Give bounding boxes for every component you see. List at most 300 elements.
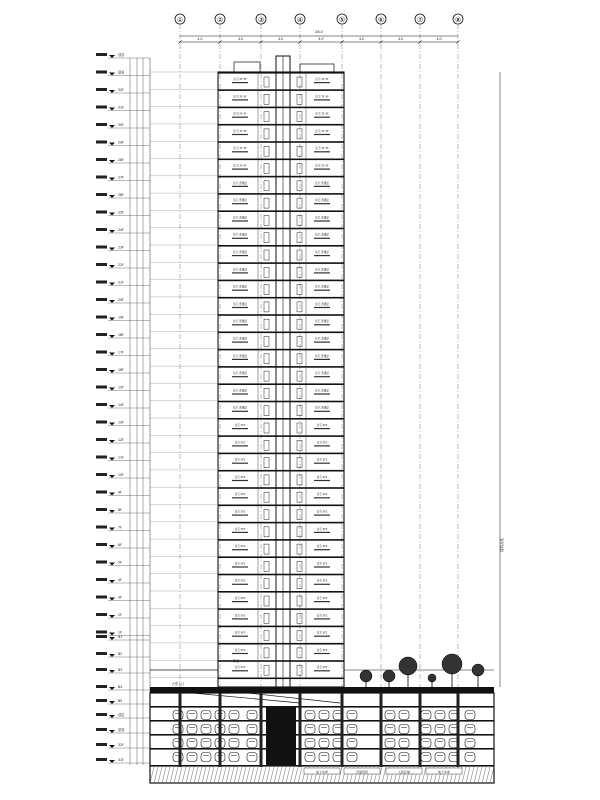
foundation-hatch xyxy=(166,767,170,783)
room-label-left: 住宅 普通层 xyxy=(233,337,247,341)
room-label-left: 住宅 2F-3F xyxy=(233,112,247,116)
level-triangle xyxy=(109,598,115,601)
room-tag-line xyxy=(232,445,248,446)
dimension-span-text: 4.0 xyxy=(318,37,324,41)
room-label-right: 住宅 普通层 xyxy=(315,302,329,306)
room-label-right: 住宅 SF2 xyxy=(316,510,328,514)
foundation-hatch xyxy=(262,767,266,783)
parking-car xyxy=(347,739,357,748)
level-triangle xyxy=(109,195,115,198)
level-label: B4 xyxy=(118,685,123,689)
tree-canopy xyxy=(472,664,484,676)
door-left xyxy=(264,510,269,520)
floor-slab xyxy=(218,193,344,195)
level-triangle xyxy=(109,745,115,748)
level-value-box xyxy=(96,351,107,354)
room-label-left: 住宅 SF2 xyxy=(234,424,246,427)
level-triangle xyxy=(109,730,115,733)
foundation-hatch xyxy=(278,767,282,783)
foundation-hatch xyxy=(154,767,158,783)
door-right xyxy=(297,510,302,520)
room-tag-line xyxy=(314,532,330,533)
entrance-label: 大堂入口 xyxy=(171,682,185,686)
level-label: 32F xyxy=(118,743,124,747)
room-label-left: 住宅 SF2 xyxy=(234,458,246,462)
foundation-hatch xyxy=(226,767,230,783)
room-label-right: 住宅 普通层 xyxy=(315,372,329,376)
foundation-hatch xyxy=(290,767,294,783)
room-tag-line xyxy=(314,255,330,256)
foundation-hatch xyxy=(242,767,246,783)
level-label: 3F xyxy=(118,595,122,600)
door-right xyxy=(297,613,302,623)
room-label-right: 住宅 2F-3F xyxy=(315,164,329,168)
floor-slab xyxy=(218,643,344,645)
floor-slab xyxy=(218,297,344,299)
door-left xyxy=(264,164,269,174)
room-tag-line xyxy=(232,82,248,83)
door-right xyxy=(297,267,302,277)
grid-axis-label: ② xyxy=(216,16,224,24)
level-label: 20F xyxy=(118,298,124,302)
room-tag-line xyxy=(232,359,248,360)
foundation-hatch xyxy=(202,767,206,783)
room-tag-line xyxy=(232,169,248,170)
room-label-right: 住宅 SF2 xyxy=(316,579,328,583)
level-label: 25F xyxy=(118,210,124,215)
door-left xyxy=(264,337,269,347)
dimension-span-text: 4.0 xyxy=(397,37,404,41)
floor-slab xyxy=(218,89,344,91)
room-label-right: 住宅 2F-3F xyxy=(315,78,329,81)
floor-slab xyxy=(218,349,344,351)
room-label-left: 住宅 SF2 xyxy=(234,597,246,600)
basement-slab xyxy=(150,734,494,736)
room-tag-line xyxy=(314,376,330,377)
door-right xyxy=(297,198,302,208)
foundation-hatch xyxy=(258,767,262,783)
foundation-hatch xyxy=(270,767,274,783)
room-label-right: 住宅 2F-3F xyxy=(315,95,329,99)
foundation-hatch xyxy=(206,767,210,783)
level-triangle xyxy=(109,143,115,146)
level-label: 21F xyxy=(118,280,124,285)
room-tag-line xyxy=(232,480,248,481)
parking-car xyxy=(201,753,211,762)
room-tag-line xyxy=(314,497,330,498)
level-value-box xyxy=(96,456,107,459)
room-tag-line xyxy=(232,376,248,377)
level-label: 11F xyxy=(118,455,124,460)
door-left xyxy=(264,233,269,243)
level-value-box xyxy=(96,281,107,284)
room-label-left: 住宅 普通层 xyxy=(233,251,247,254)
room-label-left: 住宅 普通层 xyxy=(233,199,247,203)
door-right xyxy=(297,285,302,295)
level-value-box xyxy=(96,53,107,56)
level-value-box xyxy=(96,699,107,702)
tower-section xyxy=(150,56,344,688)
room-tag-line xyxy=(314,428,330,429)
room-label-right: 住宅 2F-3F xyxy=(315,129,329,133)
room-label-left: 住宅 2F-3F xyxy=(233,164,247,168)
room-tag-line xyxy=(314,566,330,567)
floor-slab xyxy=(218,210,344,212)
parking-car xyxy=(187,739,197,748)
room-label-left: 住宅 普通层 xyxy=(233,216,247,220)
level-value-box xyxy=(96,71,107,74)
door-left xyxy=(264,458,269,468)
parking-car xyxy=(305,753,315,762)
foundation-hatch xyxy=(158,767,162,783)
level-value-box xyxy=(96,508,107,511)
door-left xyxy=(264,354,269,364)
level-triangle xyxy=(109,230,115,233)
level-value-box xyxy=(96,561,107,564)
room-tag-line xyxy=(232,203,248,204)
room-label-left: 住宅 普通层 xyxy=(233,268,247,272)
door-right xyxy=(297,388,302,398)
room-label-left: 住宅 SF2 xyxy=(234,475,246,479)
parking-car xyxy=(385,725,395,734)
level-triangle xyxy=(109,300,115,303)
level-label: 31F xyxy=(118,758,124,762)
door-right xyxy=(297,215,302,225)
basement-column xyxy=(179,693,182,767)
basement-column xyxy=(457,693,460,767)
parking-car xyxy=(229,739,239,748)
level-label: 屋面 xyxy=(118,70,125,75)
floor-slab xyxy=(218,176,344,178)
room-label-right: 住宅 SF2 xyxy=(316,424,328,427)
basement-column xyxy=(260,693,263,767)
foundation-hatch xyxy=(222,767,226,783)
room-label-right: 住宅 SF2 xyxy=(316,614,328,618)
foundation-hatch xyxy=(230,767,234,783)
foundation-hatch xyxy=(474,767,478,783)
room-tag-line xyxy=(314,82,330,83)
parking-car xyxy=(465,753,475,762)
room-label-left: 住宅 普通层 xyxy=(233,372,247,376)
room-tag-line xyxy=(232,653,248,654)
door-right xyxy=(297,648,302,658)
parking-car xyxy=(347,725,357,734)
level-label: 顶层 xyxy=(118,713,125,717)
door-right xyxy=(297,233,302,243)
level-triangle xyxy=(109,125,115,128)
room-tag-line xyxy=(232,99,248,100)
level-label: 9F xyxy=(118,490,122,495)
door-left xyxy=(264,648,269,658)
level-triangle xyxy=(109,213,115,216)
floor-slab xyxy=(218,401,344,403)
podium-room-label: 商业 xyxy=(232,659,240,663)
room-label-right: 住宅 普通层 xyxy=(315,354,329,358)
level-triangle xyxy=(109,760,115,763)
parking-car xyxy=(385,711,395,720)
parking-car xyxy=(247,725,257,734)
level-value-box xyxy=(96,596,107,599)
room-label-left: 住宅 2F-3F xyxy=(233,129,247,133)
foundation-hatch xyxy=(422,767,426,783)
level-value-box xyxy=(96,193,107,196)
room-tag-line xyxy=(314,549,330,550)
door-right xyxy=(297,596,302,606)
parking-car xyxy=(201,725,211,734)
level-value-box xyxy=(96,473,107,476)
room-tag-line xyxy=(232,186,248,187)
room-tag-line xyxy=(232,134,248,135)
parking-car xyxy=(399,739,409,748)
foundation-hatch xyxy=(298,767,302,783)
room-label-right: 住宅 SF2 xyxy=(316,597,328,600)
door-left xyxy=(264,423,269,433)
room-label-right: 住宅 普通层 xyxy=(315,268,329,272)
door-right xyxy=(297,440,302,450)
parking-car xyxy=(319,739,329,748)
level-value-box xyxy=(96,386,107,389)
parking-car xyxy=(465,739,475,748)
floor-slab xyxy=(218,556,344,558)
room-tag-line xyxy=(314,515,330,516)
room-tag-line xyxy=(314,324,330,325)
room-tag-line xyxy=(314,238,330,239)
room-tag-line xyxy=(232,342,248,343)
level-triangle xyxy=(109,458,115,461)
tree-canopy xyxy=(428,674,436,682)
floor-slab xyxy=(218,314,344,316)
level-value-box xyxy=(96,246,107,249)
foundation-hatch xyxy=(282,767,286,783)
room-tag-line xyxy=(314,670,330,671)
door-right xyxy=(297,458,302,468)
parking-car xyxy=(421,753,431,762)
floor-slab xyxy=(218,383,344,385)
level-value-box xyxy=(96,88,107,91)
floor-slab xyxy=(218,332,344,334)
level-value-box xyxy=(96,333,107,336)
door-right xyxy=(297,250,302,260)
room-tag-line xyxy=(314,636,330,637)
door-right xyxy=(297,112,302,122)
level-label: B5 xyxy=(118,699,123,703)
room-label-left: 住宅 SF2 xyxy=(234,648,246,652)
floor-slab xyxy=(218,435,344,437)
door-right xyxy=(297,164,302,174)
foundation-hatch xyxy=(182,767,186,783)
level-triangle xyxy=(109,563,115,566)
parking-car xyxy=(347,753,357,762)
level-triangle xyxy=(109,370,115,373)
room-label-left: 住宅 2F-3F xyxy=(233,78,247,81)
level-label: 14F xyxy=(118,403,124,407)
room-tag-line xyxy=(314,463,330,464)
level-value-box xyxy=(96,123,107,126)
room-label-right: 住宅 普通层 xyxy=(315,181,329,185)
room-tag-line xyxy=(232,463,248,464)
grid-axis-label: ⑧ xyxy=(454,16,462,24)
level-triangle xyxy=(109,318,115,321)
level-triangle xyxy=(109,265,115,268)
floor-slab xyxy=(218,505,344,507)
basement-slab xyxy=(150,765,494,767)
room-tag-line xyxy=(232,272,248,273)
room-label-left: 住宅 SF2 xyxy=(234,441,246,445)
level-value-box xyxy=(96,613,107,616)
parking-car xyxy=(247,753,257,762)
basement-column xyxy=(299,693,302,767)
level-label: 屋面 xyxy=(118,728,125,732)
door-left xyxy=(264,613,269,623)
dimension-overall-text: 28.0 xyxy=(315,30,323,34)
level-value-box xyxy=(96,211,107,214)
dimension-line xyxy=(179,30,460,44)
floor-slab xyxy=(218,591,344,593)
parking-car xyxy=(465,725,475,734)
parking-car xyxy=(435,739,445,748)
room-label-left: 住宅 普通层 xyxy=(233,302,247,306)
door-right xyxy=(297,475,302,485)
room-label-left: 住宅 SF2 xyxy=(234,631,246,635)
foundation-hatch xyxy=(482,767,486,783)
parking-car xyxy=(187,711,197,720)
room-tag-line xyxy=(314,290,330,291)
floor-slab xyxy=(218,487,344,489)
floor-slab xyxy=(218,366,344,368)
room-label-left: 住宅 SF2 xyxy=(234,545,246,549)
floor-slab xyxy=(218,228,344,230)
level-label: 26F xyxy=(118,193,124,197)
podium-roof-slab xyxy=(150,687,494,693)
room-tag-line xyxy=(314,618,330,619)
tree-canopy xyxy=(442,654,462,674)
room-label-right: 住宅 SF2 xyxy=(316,666,328,670)
level-value-box xyxy=(96,141,107,144)
foundation-hatch xyxy=(198,767,202,783)
room-tag-line xyxy=(314,99,330,100)
parking-car xyxy=(229,725,239,734)
level-label: B3 xyxy=(118,668,123,672)
room-label-left: 住宅 普通层 xyxy=(233,181,247,185)
room-label-right: 住宅 普通层 xyxy=(315,216,329,220)
dimension-span-text: 4.0 xyxy=(436,37,442,41)
foundation-hatch xyxy=(238,767,242,783)
level-label: 30F xyxy=(118,123,124,127)
floor-slab xyxy=(218,72,344,74)
door-right xyxy=(297,631,302,641)
level-label: 10F xyxy=(118,473,124,477)
room-tag-line xyxy=(314,307,330,308)
room-tag-line xyxy=(314,342,330,343)
floor-slab xyxy=(218,107,344,109)
floor-slab xyxy=(218,574,344,576)
room-label-left: 住宅 SF2 xyxy=(234,562,246,566)
room-label-left: 住宅 普通层 xyxy=(233,406,247,410)
level-value-box xyxy=(96,298,107,301)
level-triangle xyxy=(109,55,115,58)
door-left xyxy=(264,406,269,416)
room-label-right: 住宅 SF2 xyxy=(316,648,328,652)
floor-slab xyxy=(218,280,344,282)
level-triangle xyxy=(109,388,115,391)
door-right xyxy=(297,406,302,416)
door-right xyxy=(297,423,302,433)
grid-axis-label: ④ xyxy=(296,16,304,24)
room-tag-line xyxy=(232,532,248,533)
level-label: 2F xyxy=(118,613,122,617)
level-triangle xyxy=(109,637,115,640)
foundation-hatch xyxy=(250,767,254,783)
level-value-box xyxy=(96,652,107,655)
grid-axis-label: ⑤ xyxy=(338,16,346,24)
foundation-hatch xyxy=(246,767,250,783)
level-value-box xyxy=(96,728,107,731)
room-label-right: 住宅 SF2 xyxy=(316,527,328,531)
level-triangle xyxy=(109,510,115,513)
room-tag-line xyxy=(232,636,248,637)
room-tag-line xyxy=(314,393,330,394)
parking-car xyxy=(399,753,409,762)
door-left xyxy=(264,579,269,589)
level-triangle xyxy=(109,528,115,531)
door-right xyxy=(297,561,302,571)
door-right xyxy=(297,527,302,537)
room-tag-line xyxy=(232,393,248,394)
room-label-right: 住宅 普通层 xyxy=(315,389,329,393)
room-label-right: 住宅 SF2 xyxy=(316,458,328,462)
level-triangle xyxy=(109,423,115,426)
floor-slab xyxy=(218,608,344,610)
level-triangle xyxy=(109,335,115,338)
foundation-hatch xyxy=(382,767,386,783)
door-left xyxy=(264,181,269,191)
level-triangle xyxy=(109,475,115,478)
room-label-left: 住宅 普通层 xyxy=(233,389,247,393)
level-label: 6F xyxy=(118,543,122,547)
room-tag-line xyxy=(314,411,330,412)
room-tag-line xyxy=(232,497,248,498)
room-label-right: 住宅 普通层 xyxy=(315,199,329,203)
level-label: 27F xyxy=(118,175,124,180)
level-triangle xyxy=(109,108,115,111)
parking-car xyxy=(247,739,257,748)
level-label: 32F xyxy=(118,88,124,92)
level-label: 5F xyxy=(118,560,122,565)
basement-label: 地下车库 xyxy=(315,770,329,774)
room-tag-line xyxy=(232,411,248,412)
level-label: B2 xyxy=(118,652,123,656)
level-label: 18F xyxy=(118,333,124,337)
parking-car xyxy=(421,711,431,720)
floor-slab xyxy=(218,626,344,628)
level-triangle xyxy=(109,248,115,251)
level-triangle xyxy=(109,715,115,718)
level-label: 13F xyxy=(118,420,124,425)
foundation-hatch xyxy=(286,767,290,783)
door-left xyxy=(264,475,269,485)
basement-slab xyxy=(150,720,494,722)
room-label-right: 住宅 SF2 xyxy=(316,493,328,497)
room-tag-line xyxy=(314,653,330,654)
parking-car xyxy=(305,725,315,734)
room-tag-line xyxy=(232,324,248,325)
foundation-hatch xyxy=(162,767,166,783)
tree-canopy xyxy=(360,670,372,682)
level-value-box xyxy=(96,713,107,716)
basement-slab xyxy=(150,706,494,708)
room-label-left: 住宅 SF2 xyxy=(234,493,246,497)
level-value-box xyxy=(96,228,107,231)
